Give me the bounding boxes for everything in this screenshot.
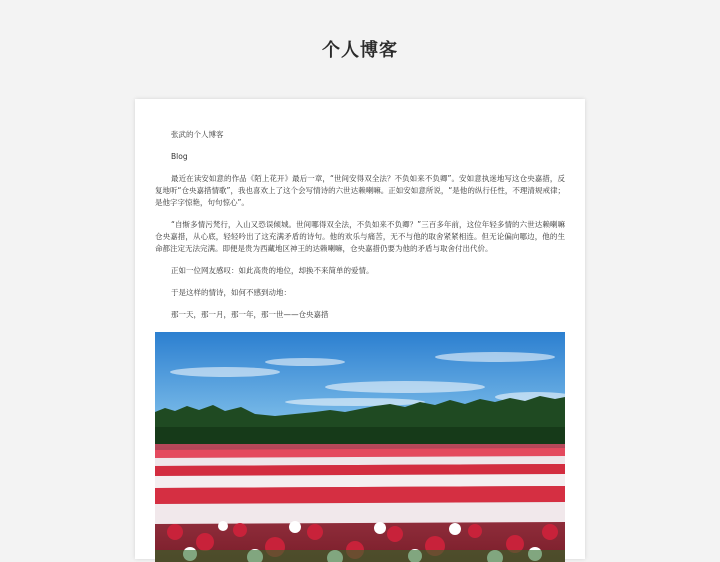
article-paragraph: 于是这样的情诗，如何不感到动地： — [171, 288, 291, 297]
article-paragraph: 正如一位网友感叹：如此高贵的地位，却换不来简单的爱情。 — [171, 266, 374, 275]
page-title: 个人博客 — [322, 40, 398, 61]
article-paragraph: “自惭多情污梵行，入山又恐误倾城。世间哪得双全法，不负如来不负卿？”三百多年前，这位年轻多情的六世达赖喇嘛仓央嘉措，从心底，轻轻吟出了这充满矛盾的诗句。他的欢乐与痛苦，无不与他的取舍紧紧相连。但无论偏向哪边，他的生命都注定无法完满。即便是贵为西藏地区神王的达赖喇嘛，仓央嘉措仍要为他的矛盾与取舍付出代价。 — [155, 220, 565, 253]
article-heading: 张武的个人博客 — [171, 130, 224, 139]
article-body — [155, 129, 565, 331]
flower-field-illustration — [155, 332, 565, 562]
flower-field-image — [155, 332, 565, 562]
article-paragraph: 那一天，那一月，那一年，那一世——仓央嘉措 — [171, 310, 329, 319]
article-paragraph: 最近在读安如意的作品《陌上花开》最后一章，“世间安得双全法？不负如来不负卿”。安如意执迷地写这仓央嘉措，反复地听“仓央嘉措情歌”，我也喜欢上了这个会写情诗的六世达赖喇嘛。正如安如意所说，“是他的纵行任性，不理清规戒律；是他字字惊艳，句句惊心”。 — [155, 174, 565, 207]
article-subheading: Blog — [171, 152, 188, 161]
article-card — [135, 99, 585, 559]
